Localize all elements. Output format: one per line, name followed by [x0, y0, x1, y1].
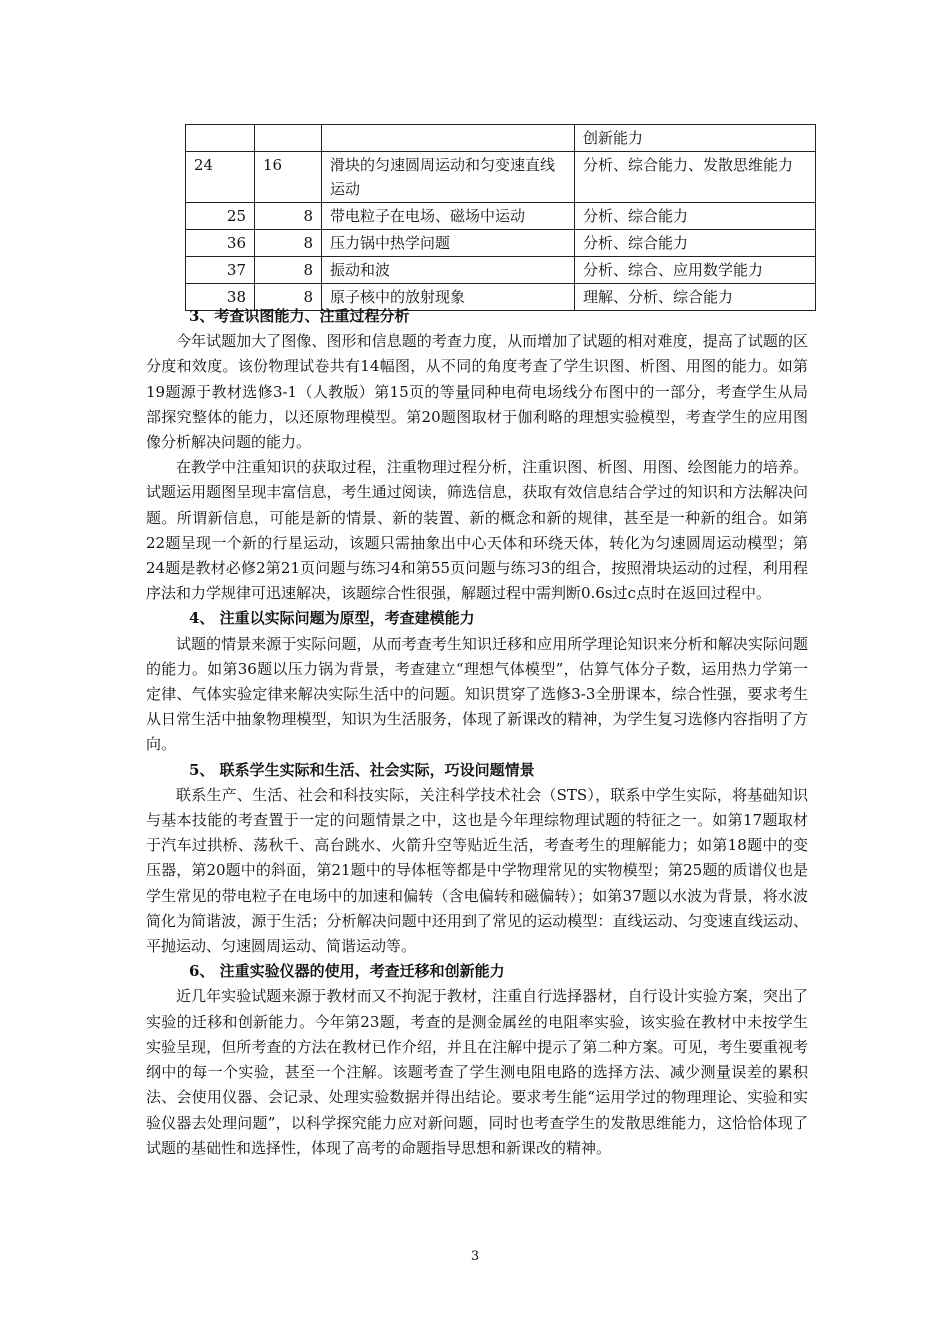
table-row	[186, 230, 816, 257]
table-cell: 分析、综合能力	[575, 230, 816, 257]
table-cell: 滑块的匀速圆周运动和匀变速直线运动	[322, 152, 575, 203]
table-row	[186, 257, 816, 284]
table-cell: 24	[186, 152, 255, 203]
table-cell: 37	[186, 257, 255, 284]
table-row	[186, 152, 816, 203]
paragraph: 近几年实验试题来源于教材而又不拘泥于教材，注重自行选择器材，自行设计实验方案，突出了实验的迁移和创新能力。今年第23题，考查的是测金属丝的电阻率实验，该实验在教材中未按学生实验呈现，但所考查的方法在教材已作介绍，并且在注解中提示了第二种方案。可见，考生要重视考纲中的每一个实验，甚至一个注解。该题考查了学生测电阻电路的选择方法、减少测量误差的累积法、会使用仪器、会记录、处理实验数据并得出结论。要求考生能“运用学过的物理理论、实验和实验仪器去处理问题”，以科学探究能力应对新问题，同时也考查学生的发散思维能力，这恰恰体现了试题的基础性和选择性，体现了高考的命题指导思想和新课改的精神。	[146, 987, 808, 1157]
table-row	[186, 125, 816, 152]
exam-analysis-table	[185, 124, 816, 311]
table-cell: 38	[186, 284, 255, 311]
table-cell: 振动和波	[322, 257, 575, 284]
table-cell: 8	[255, 230, 322, 257]
table-cell: 原子核中的放射现象	[322, 284, 575, 311]
table-cell: 理解、分析、综合能力	[575, 284, 816, 311]
table-cell: 36	[186, 230, 255, 257]
paragraph: 今年试题加大了图像、图形和信息题的考查力度，从而增加了试题的相对难度，提高了试题的区分度和效度。该份物理试卷共有14幅图，从不同的角度考查了学生识图、析图、用图的能力。如第19题源于教材选修3-1（人教版）第15页的等量同种电荷电场线分布图中的一部分，考查学生从局部探究整体的能力，以还原物理模型。第20题图取材于伽利略的理想实验模型，考查学生的应用图像分析解决问题的能力。	[146, 332, 808, 452]
table-cell	[186, 125, 255, 152]
table-cell	[322, 125, 575, 152]
body-text	[146, 304, 808, 1161]
table-cell: 创新能力	[575, 125, 816, 152]
section-heading: 3、考查识图能力、注重过程分析	[189, 307, 410, 325]
table-cell: 16	[255, 152, 322, 203]
section-heading: 4、 注重以实际问题为原型，考查建模能力	[189, 609, 475, 628]
table-cell: 分析、综合、应用数学能力	[575, 257, 816, 284]
page-number: 3	[470, 1249, 480, 1264]
table-cell: 带电粒子在电场、磁场中运动	[322, 203, 575, 230]
table-cell: 压力锅中热学问题	[322, 230, 575, 257]
table-cell: 8	[255, 203, 322, 230]
table-cell: 8	[255, 257, 322, 284]
table-row	[186, 203, 816, 230]
paragraph: 试题的情景来源于实际问题，从而考查考生知识迁移和应用所学理论知识来分析和解决实际问题的能力。如第36题以压力锅为背景，考查建立“理想气体模型”，估算气体分子数，运用热力学第一定律、气体实验定律来解决实际生活中的问题。知识贯穿了选修3-3全册课本，综合性强，要求考生从日常生活中抽象物理模型，知识为生活服务，体现了新课改的精神，为学生复习选修内容指明了方向。	[146, 634, 808, 754]
table-cell: 8	[255, 284, 322, 311]
paragraph: 在教学中注重知识的获取过程，注重物理过程分析，注重识图、析图、用图、绘图能力的培养。试题运用题图呈现丰富信息，考生通过阅读，筛选信息，获取有效信息结合学过的知识和方法解决问题。所谓新信息，可能是新的情景、新的装置、新的概念和新的规律，甚至是一种新的组合。如第22题呈现一个新的行星运动，该题只需抽象出中心天体和环绕天体，转化为匀速圆周运动模型；第24题是教材必修2第21页问题与练习4和第55页问题与练习3的组合，按照滑块运动的过程，利用程序法和力学规律可迅速解决，该题综合性很强，解题过程中需判断0.6s过c点时在返回过程中。	[146, 458, 808, 603]
table-cell: 25	[186, 203, 255, 230]
section-heading: 6、 注重实验仪器的使用，考查迁移和创新能力	[189, 962, 505, 981]
paragraph: 联系生产、生活、社会和科技实际，关注科学技术社会（STS），联系中学生实际，将基础知识与基本技能的考查置于一定的问题情景之中，这也是今年理综物理试题的特征之一。如第17题取材于汽车过拱桥、荡秋千、高台跳水、火箭升空等贴近生活，考查考生的理解能力；如第18题中的变压器，第20题中的斜面，第21题中的导体框等都是中学物理常见的实物模型；第25题的质谱仪也是学生常见的带电粒子在电场中的加速和偏转（含电偏转和磁偏转）；如第37题以水波为背景，将水波简化为简谐波，源于生活；分析解决问题中还用到了常见的运动模型：直线运动、匀变速直线运动、平抛运动、匀速圆周运动、简谐运动等。	[146, 785, 808, 956]
table-cell: 分析、综合能力	[575, 203, 816, 230]
table-cell	[255, 125, 322, 152]
table-cell: 分析、综合能力、发散思维能力	[575, 152, 816, 203]
section-heading: 5、 联系学生实际和生活、社会实际，巧设问题情景	[189, 760, 535, 779]
